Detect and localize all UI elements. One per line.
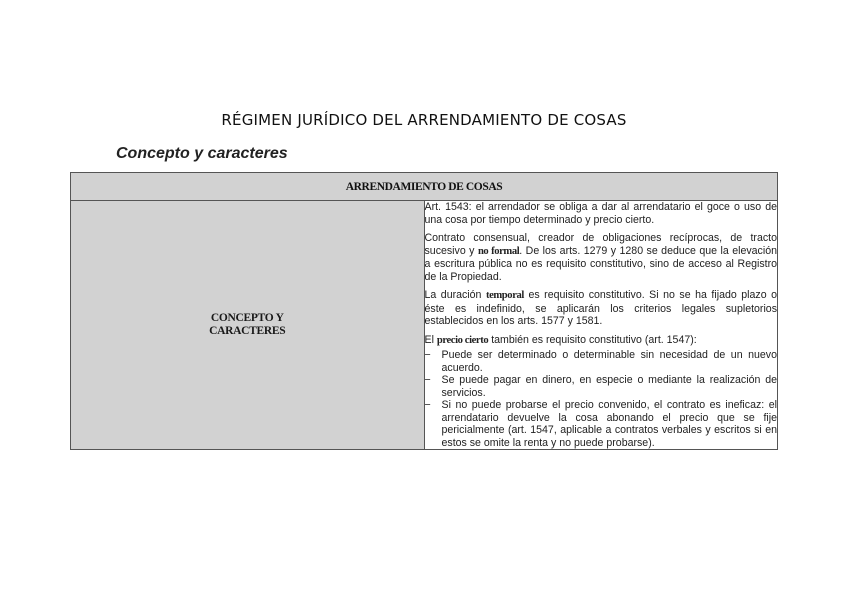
paragraph-characteristics [425, 232, 778, 283]
table-row [71, 201, 778, 450]
section-subtitle: Concepto y caracteres [116, 145, 288, 162]
para4-text-end: también es requisito constitutivo (art. 1547): [488, 333, 697, 346]
list-item [425, 374, 778, 399]
list-item-text: Si no puede probarse el precio convenido, el contrato es ineficaz: el arrendatario devuelve la cosa abonando el precio que se fije pericialmente (art. 1547, aplicable a contratos verbales y escritos si en estos se omite la renta y no puede probarse). [441, 399, 777, 449]
table-header: ARRENDAMIENTO DE COSAS [71, 173, 778, 201]
dash-bullet-icon: − [424, 399, 431, 411]
list-item-text: Se puede pagar en dinero, en especie o mediante la realización de servicios. [441, 374, 777, 399]
term-precio-cierto: precio cierto [436, 334, 489, 346]
table-header-row [71, 173, 778, 201]
row-label-line1: CONCEPTO Y [210, 312, 284, 324]
list-item-text: Puede ser determinado o determinable sin necesidad de un nuevo acuerdo. [441, 349, 777, 374]
row-content [424, 201, 778, 450]
para4-text: El [424, 333, 437, 346]
para3-text: La duración [424, 289, 486, 301]
dash-bullet-icon: − [424, 349, 431, 361]
dash-bullet-icon: − [424, 374, 431, 386]
price-bullet-list [425, 349, 778, 449]
list-item [425, 399, 778, 449]
para3-text-end: es requisito constitutivo. Si no se ha fijado plazo o éste es indefinido, se aplicarán los criterios legales supletorios establecidos en los arts. 1577 y 1581. [424, 289, 777, 327]
paragraph-duration [425, 289, 778, 328]
document-title: RÉGIMEN JURÍDICO DEL ARRENDAMIENTO DE COSAS [221, 111, 627, 129]
list-item [425, 349, 778, 374]
term-no-formal: no formal [477, 245, 520, 257]
para2-text: Contrato consensual, creador de obligaciones recíprocas, de tracto sucesivo y [424, 232, 777, 257]
term-temporal: temporal [485, 290, 524, 301]
row-label-line2: CARACTERES [209, 325, 286, 337]
para2-text-end: . De los arts. 1279 y 1280 se deduce que la elevación a escritura pública no es requisito constitutivo, sino de acceso al Registro de la Propiedad. [424, 244, 777, 283]
paragraph-price [425, 334, 778, 348]
summary-table [70, 172, 778, 450]
row-label [71, 201, 425, 450]
paragraph-definition: Art. 1543: el arrendador se obliga a dar al arrendatario el goce o uso de una cosa por tiempo determinado y precio cierto. [424, 201, 777, 226]
